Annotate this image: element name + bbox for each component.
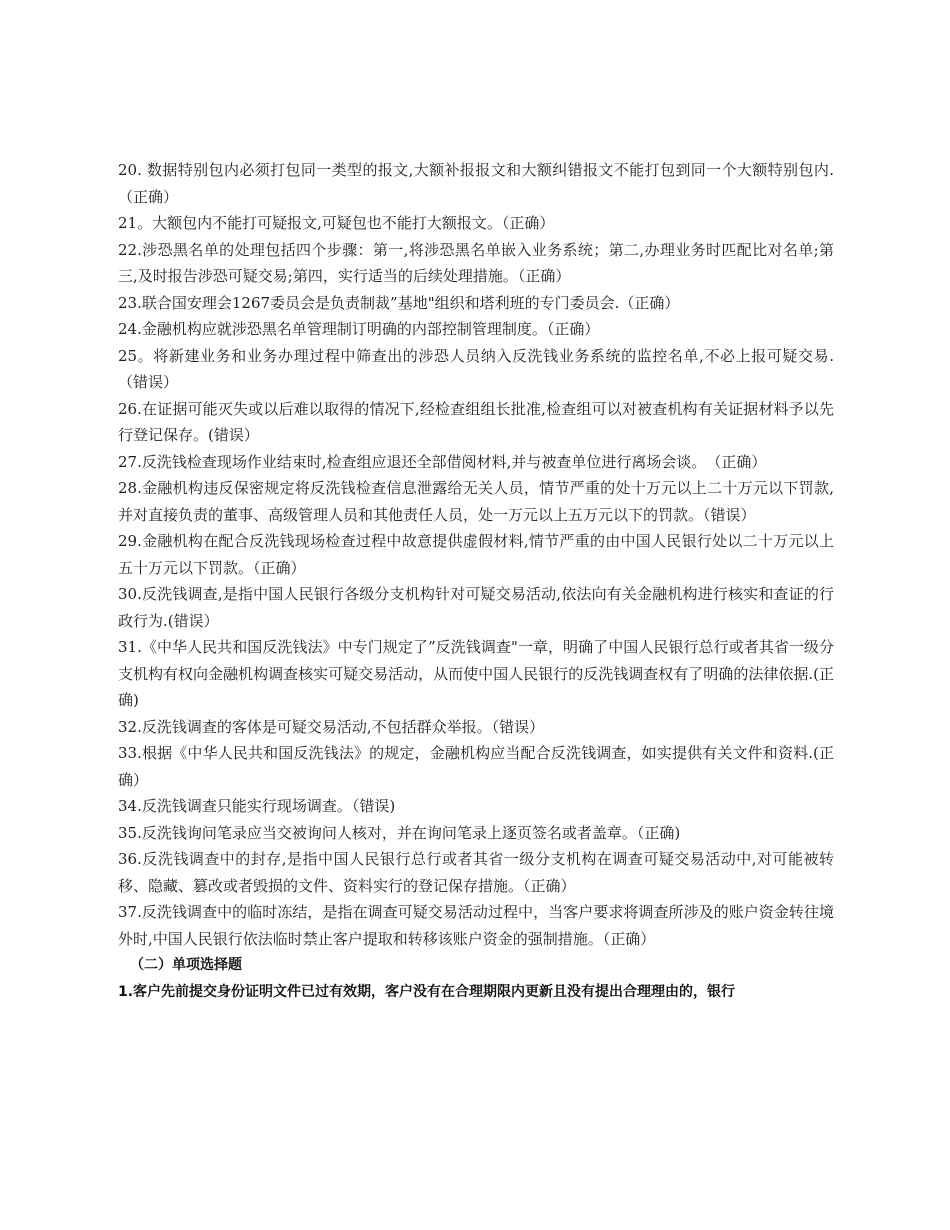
statement-item: 31.《中华人民共和国反洗钱法》中专门规定了”反洗钱调查"一章，明确了中国人民银行总行或者其省一级分支机构有权向金融机构调查核实可疑交易活动，从而使中国人民银行的反洗钱调查权有了明确的法律依据.(正确) (118, 638, 834, 709)
statement-item: 36.反洗钱调查中的封存,是指中国人民银行总行或者其省一级分支机构在调查可疑交易活动中,对可能被转移、隐藏、篡改或者毁损的文件、资料实行的登记保存措施。（正确） (118, 850, 834, 895)
statement-list (118, 157, 834, 952)
statement-item: 34.反洗钱调查只能实行现场调查。（错误) (118, 797, 396, 815)
section-title: （二）单项选择题 (130, 957, 242, 973)
document-page (118, 157, 834, 1005)
statement-item: 22.涉恐黑名单的处理包括四个步骤：第一,将涉恐黑名单嵌入业务系统；第二,办理业务时匹配比对名单;第三,及时报告涉恐可疑交易;第四，实行适当的后续处理措施。（正确） (118, 240, 834, 285)
statement-item: 27.反洗钱检查现场作业结束时,检查组应退还全部借阅材料,并与被查单位进行离场会谈。 （正确） (118, 452, 767, 471)
statement-item: 29.金融机构在配合反洗钱现场检查过程中故意提供虚假材料,情节严重的由中国人民银行处以二十万元以上五十万元以下罚款。（正确） (118, 532, 834, 577)
statement-item: 28.金融机构违反保密规定将反洗钱检查信息泄露给无关人员，情节严重的处十万元以上二十万元以下罚款,并对直接负责的董事、高级管理人员和其他责任人员，处一万元以上五万元以下的罚款。（错误） (118, 479, 834, 524)
statement-item: 20. 数据特别包内必须打包同一类型的报文,大额补报报文和大额纠错报文不能打包到同一个大额特别包内.（正确） (118, 161, 834, 206)
statement-item: 33.根据《中华人民共和国反洗钱法》的规定，金融机构应当配合反洗钱调查，如实提供有关文件和资料.(正确） (118, 744, 834, 789)
statement-item: 26.在证据可能灭失或以后难以取得的情况下,经检查组组长批准,检查组可以对被查机构有关证据材料予以先行登记保存。(错误） (118, 399, 834, 444)
statement-item: 21。大额包内不能打可疑报文,可疑包也不能打大额报文。（正确） (118, 214, 555, 232)
statement-item: 30.反洗钱调查,是指中国人民银行各级分支机构针对可疑交易活动,依法向有关金融机构进行核实和查证的行政行为.(错误） (118, 585, 834, 630)
statement-item: 35.反洗钱询问笔录应当交被询问人核对，并在询问笔录上逐页签名或者盖章。（正确) (118, 823, 681, 842)
statement-item: 25。将新建业务和业务办理过程中筛查出的涉恐人员纳入反洗钱业务系统的监控名单,不必上报可疑交易.（错误） (118, 346, 834, 391)
statement-item: 23.联合国安理会1267委员会是负责制裁”基地"组织和塔利班的专门委员会.（正确） (118, 293, 680, 312)
statement-item: 37.反洗钱调查中的临时冻结，是指在调查可疑交易活动过程中，当客户要求将调查所涉及的账户资金转往境外时,中国人民银行依法临时禁止客户提取和转移该账户资金的强制措施。（正确） (118, 903, 834, 948)
question-text: 1.客户先前提交身份证明文件已过有效期，客户没有在合理期限内更新且没有提出合理理由的，银行 (118, 983, 736, 1000)
statement-item: 32.反洗钱调查的客体是可疑交易活动,不包括群众举报。（错误） (118, 717, 545, 736)
statement-item: 24.金融机构应就涉恐黑名单管理制订明确的内部控制管理制度。（正确） (118, 320, 600, 338)
